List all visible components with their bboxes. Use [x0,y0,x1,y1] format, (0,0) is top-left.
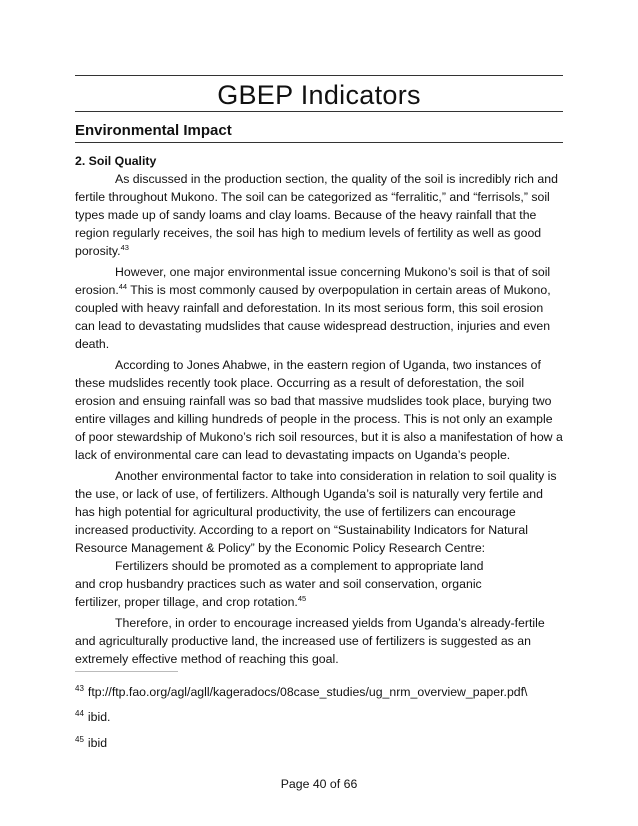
footnote-number: 43 [75,683,84,693]
footnote-text: ibid. [87,710,111,724]
subsection-heading: 2. Soil Quality [75,154,157,168]
footnote-ref-44: 44 [118,281,128,291]
paragraph-2-text-a: However, one major environmental issue concerning Mukono’s soil is that of soil erosion. [75,265,551,297]
footnote-ref-43: 43 [120,242,129,252]
footnote-44 [75,709,110,725]
section-heading: Environmental Impact [75,122,232,139]
footnote-link[interactable]: ftp://ftp.fao.org/agl/agll/kageradocs/08case_studies/ug_nrm_overview_paper.pdf\ [87,685,528,699]
paragraph-1 [75,170,565,260]
header-top-rule [75,75,563,76]
footnote-43 [75,684,527,700]
body-text [75,170,565,671]
block-quote-text: Fertilizers should be promoted as a complement to appropriate land and crop husbandry practices such as water and soil conservation, organic fertilizer, proper tillage, and crop rotation. [75,559,484,609]
page-header-title: GBEP Indicators [217,80,421,110]
paragraph-2 [75,263,565,353]
footnote-ref-45: 45 [297,593,307,603]
page-number: Page 40 of 66 [280,777,358,791]
paragraph-3: According to Jones Ahabwe, in the eastern region of Uganda, two instances of these mudslides recently took place. Occurring as a result of deforestation, the soil erosion and ensuing rainfall was so bad that massive mudslides took place, burying two entire villages and killing hundreds of people in the process. This is not only an example of poor stewardship of Mukono’s rich soil resources, but it is also a manifestation of how a lack of environmental care can lead to devastating impacts on Uganda’s people. [75,358,563,462]
footnote-number: 44 [75,708,84,718]
header-bottom-rule [75,111,563,112]
footnote-number: 45 [75,734,84,744]
section-rule [75,142,563,143]
paragraph-1-text: As discussed in the production section, the quality of the soil is incredibly rich and fertile throughout Mukono. The soil can be categorized as “ferralitic,” and “ferrisols,” soil types made up of sandy loams and clay loams. Because of the heavy rainfall that the region regularly receives, the soil has high to medium levels of fertility as well as good porosity. [75,172,558,258]
footnote-text: ibid [87,736,108,750]
paragraph-5: Therefore, in order to encourage increased yields from Uganda’s already-fertile and agriculturally productive land, the increased use of fertilizers is suggested as an extremely effective method of reaching this goal. [75,616,545,666]
paragraph-4: Another environmental factor to take into consideration in relation to soil quality is the use, or lack of use, of fertilizers. Although Uganda’s soil is naturally very fertile and has high potential for agricultural productivity, the use of fertilizers can encourage increased productivity. According to a report on “Sustainability Indicators for Natural Resource Management & Policy” by the Economic Policy Research Centre: [75,469,557,555]
footnote-separator [75,671,178,672]
block-quote [75,557,485,611]
paragraph-2-text-b: This is most commonly caused by overpopulation in certain areas of Mukono, coupled with heavy rainfall and deforestation. In its most serious form, this soil erosion can lead to devastating mudslides that cause widespread destruction, injuries and even death. [75,283,551,351]
footnote-45 [75,735,107,751]
